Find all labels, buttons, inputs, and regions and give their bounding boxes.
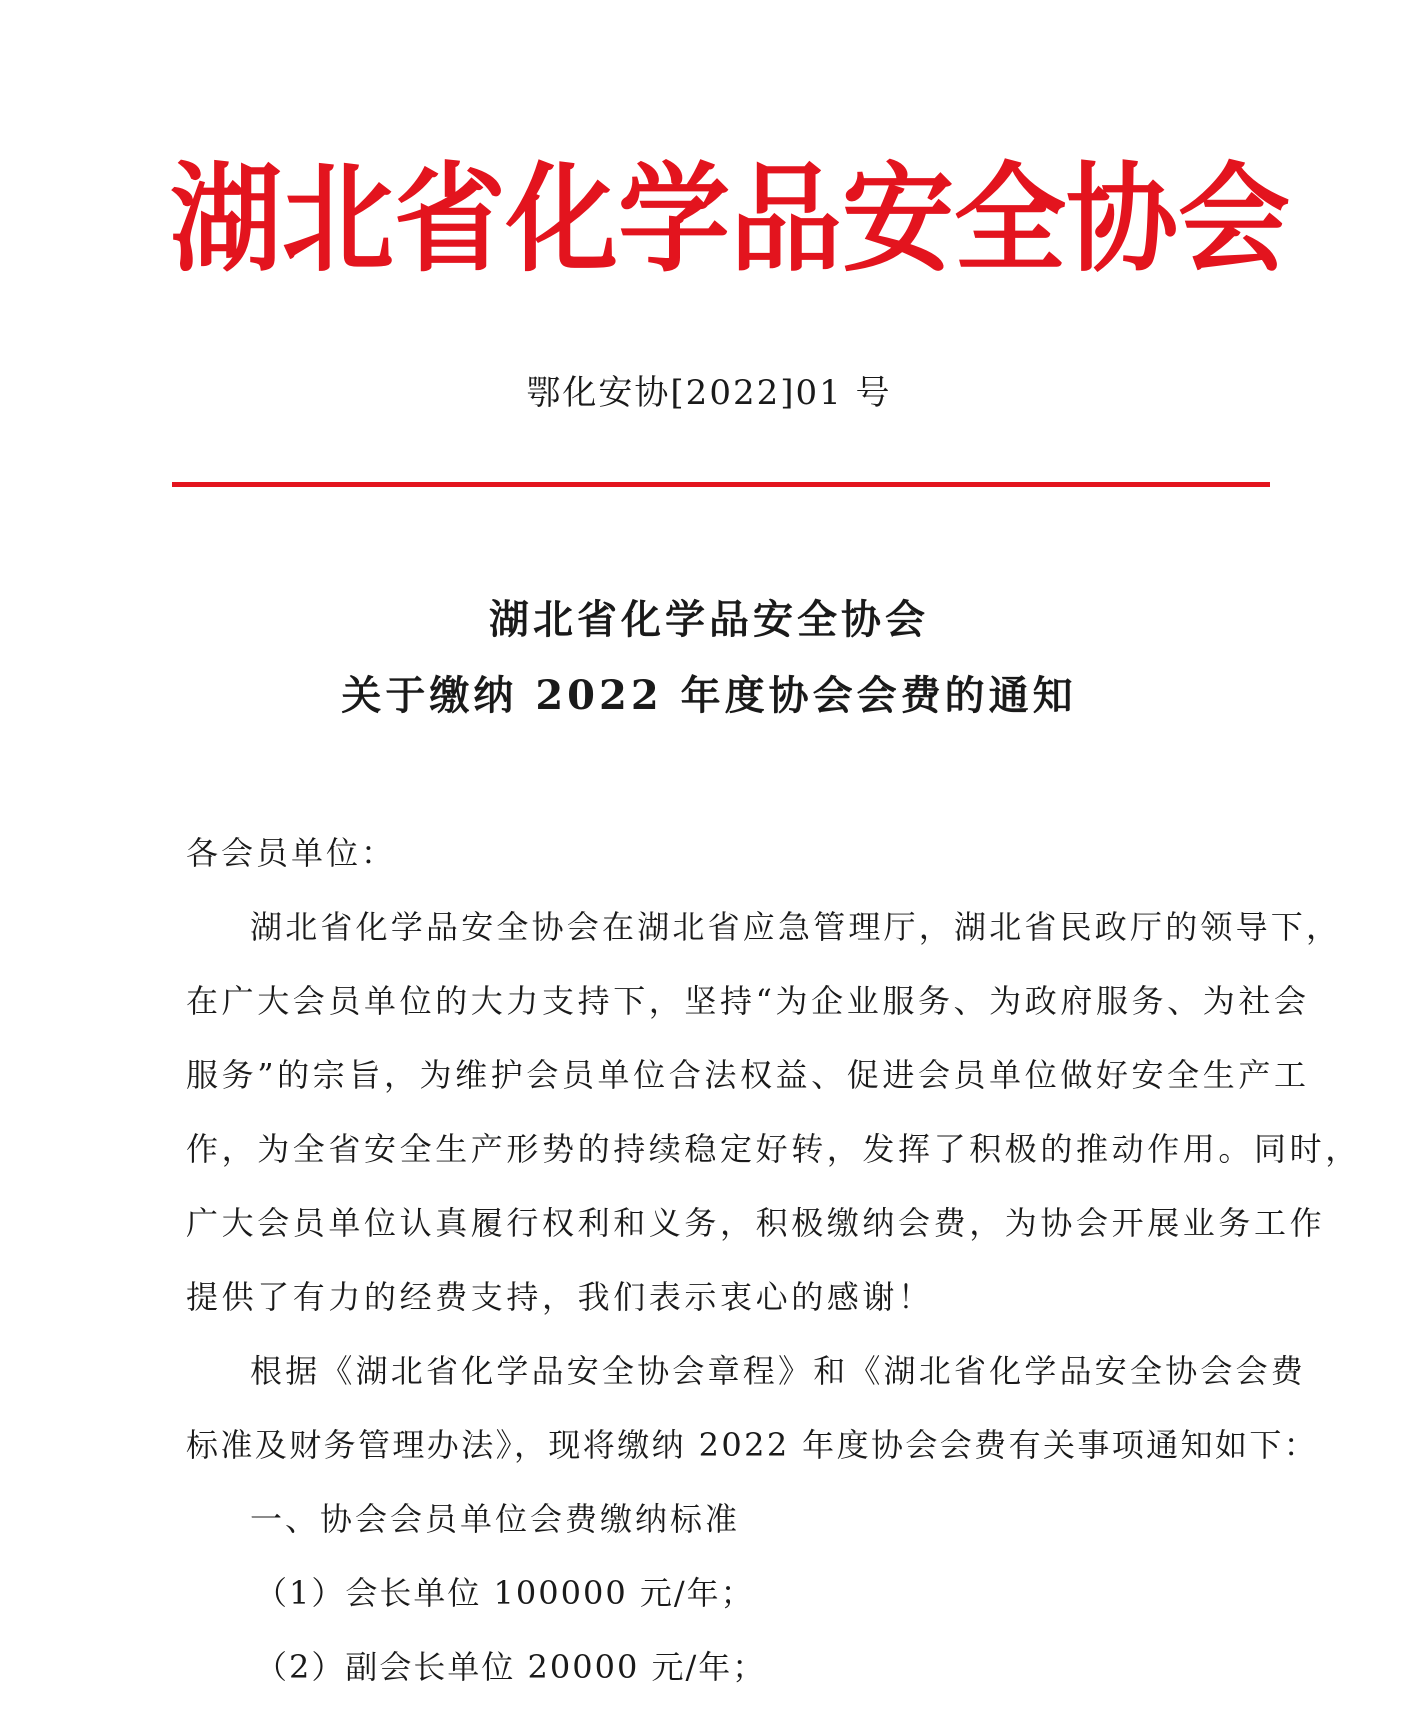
paragraph-2-line: 标准及财务管理办法》，现将缴纳 2022 年度协会会费有关事项通知如下： xyxy=(186,1426,1319,1464)
masthead-char: 化 xyxy=(506,151,618,289)
paragraph-1-line: 服务”的宗旨，为维护会员单位合法权益、促进会员单位做好安全生产工 xyxy=(186,1056,1310,1094)
masthead-char: 学 xyxy=(618,151,730,289)
masthead xyxy=(170,150,1290,290)
red-divider xyxy=(172,482,1270,487)
masthead-char: 会 xyxy=(1178,151,1290,289)
salutation: 各会员单位： xyxy=(186,834,397,872)
section-heading: 一、协会会员单位会费缴纳标准 xyxy=(250,1500,741,1538)
paragraph-1-line: 广大会员单位认真履行权利和义务，积极缴纳会费，为协会开展业务工作 xyxy=(186,1204,1326,1242)
masthead-char: 省 xyxy=(394,151,506,289)
paragraph-2-line: 根据《湖北省化学品安全协会章程》和《湖北省化学品安全协会会费 xyxy=(250,1352,1307,1390)
paragraph-1-line: 作，为全省安全生产形势的持续稳定好转，发挥了积极的推动作用。同时， xyxy=(186,1130,1361,1168)
fee-item: （2）副会长单位 20000 元/年； xyxy=(255,1648,767,1686)
masthead-char: 北 xyxy=(282,151,394,289)
paragraph-1-line: 湖北省化学品安全协会在湖北省应急管理厅，湖北省民政厅的领导下， xyxy=(250,908,1342,946)
masthead-char: 湖 xyxy=(170,151,282,289)
masthead-char: 安 xyxy=(842,151,954,289)
paragraph-1-line: 在广大会员单位的大力支持下，坚持“为企业服务、为政府服务、为社会 xyxy=(186,982,1310,1020)
paragraph-1-line: 提供了有力的经费支持，我们表示衷心的感谢！ xyxy=(186,1278,934,1316)
title-line-2: 关于缴纳 2022 年度协会会费的通知 xyxy=(341,672,1077,719)
masthead-char: 品 xyxy=(730,151,842,289)
document-number: 鄂化安协[2022]01 号 xyxy=(526,373,892,413)
title-line-1: 湖北省化学品安全协会 xyxy=(489,596,929,643)
masthead-char: 协 xyxy=(1066,151,1178,289)
fee-item: （1）会长单位 100000 元/年； xyxy=(255,1574,755,1612)
masthead-char: 全 xyxy=(954,151,1066,289)
